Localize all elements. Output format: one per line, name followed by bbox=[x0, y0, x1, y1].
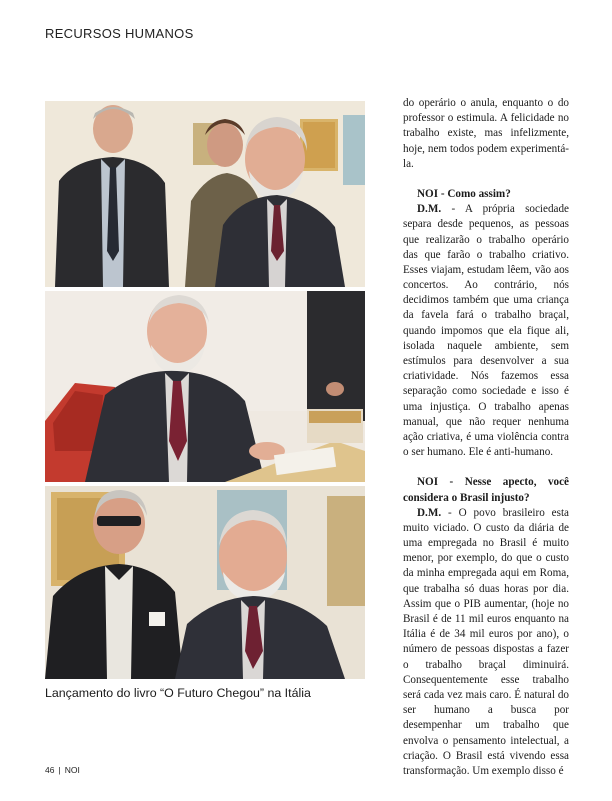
interview-question: NOI - Nesse apecto, você considera o Brasil injusto? bbox=[403, 476, 569, 504]
page-number: 46 bbox=[45, 765, 55, 775]
section-header: RECURSOS HUMANOS bbox=[45, 26, 194, 41]
interview-answer bbox=[403, 202, 569, 460]
answer-text: - O povo brasileiro esta muito viciado. O custo da diária de uma empregada no Brasil é muito menor, por exemplo, do que o custo da minha empregada aqui em Roma, que trabalha só duas horas por dia. Assim que o PIB aumentar, (hoje no Brasil é de 11 mil euros enquanto na Itália é de 34 mil euros por ano), o número de pessoas dispostas a fazer o trabalho braçal diminuirá. Consequentemente esse trabalho será cada vez mais caro. É natural do ser humano a busca por desempenhar um trabalho que envolva o pensamento intelectual, a criação. O Brasil está vivendo essa transformação. Um exemplo disso é bbox=[403, 506, 569, 777]
photo-book-launch-group bbox=[45, 101, 365, 287]
paragraph: do operário o anula, enquanto o do professor o estimula. A felicidade no trabalho existe, mas infelizmente, hoje, nem todos podem experimentá-la. bbox=[403, 97, 569, 170]
interview-question: NOI - Como assim? bbox=[417, 187, 511, 200]
article-column bbox=[403, 96, 569, 779]
photo-two-men bbox=[45, 486, 365, 679]
speaker-label: D.M. bbox=[417, 203, 442, 216]
page-footer bbox=[45, 765, 80, 775]
magazine-name: NOI bbox=[64, 765, 80, 775]
answer-text: - A própria sociedade separa desde pequenos, as pessoas que realizarão o trabalho operário das que farão o trabalho criativo. Esses viajam, estudam lêem, vão aos concertos. Ao contrário, nós decidimos também que uma criança da favela fará o trabalho braçal, quando impomos que ela fique ali, isolada naquele ambiente, sem estímulos para desenvolver a sua criatividade. Nós fazemos essa separação como sociedade e isso é uma injustiça. O trabalho apenas manual, que não requer nenhuma ação criativa, é uma violência contra o ser humano. Ele é anti-humano. bbox=[403, 203, 569, 459]
speaker-label: D.M. bbox=[417, 506, 442, 519]
footer-separator: | bbox=[58, 765, 61, 775]
photo-seated-signing bbox=[45, 291, 365, 482]
photo-caption: Lançamento do livro “O Futuro Chegou” na Itália bbox=[45, 686, 311, 700]
interview-answer bbox=[403, 506, 569, 779]
